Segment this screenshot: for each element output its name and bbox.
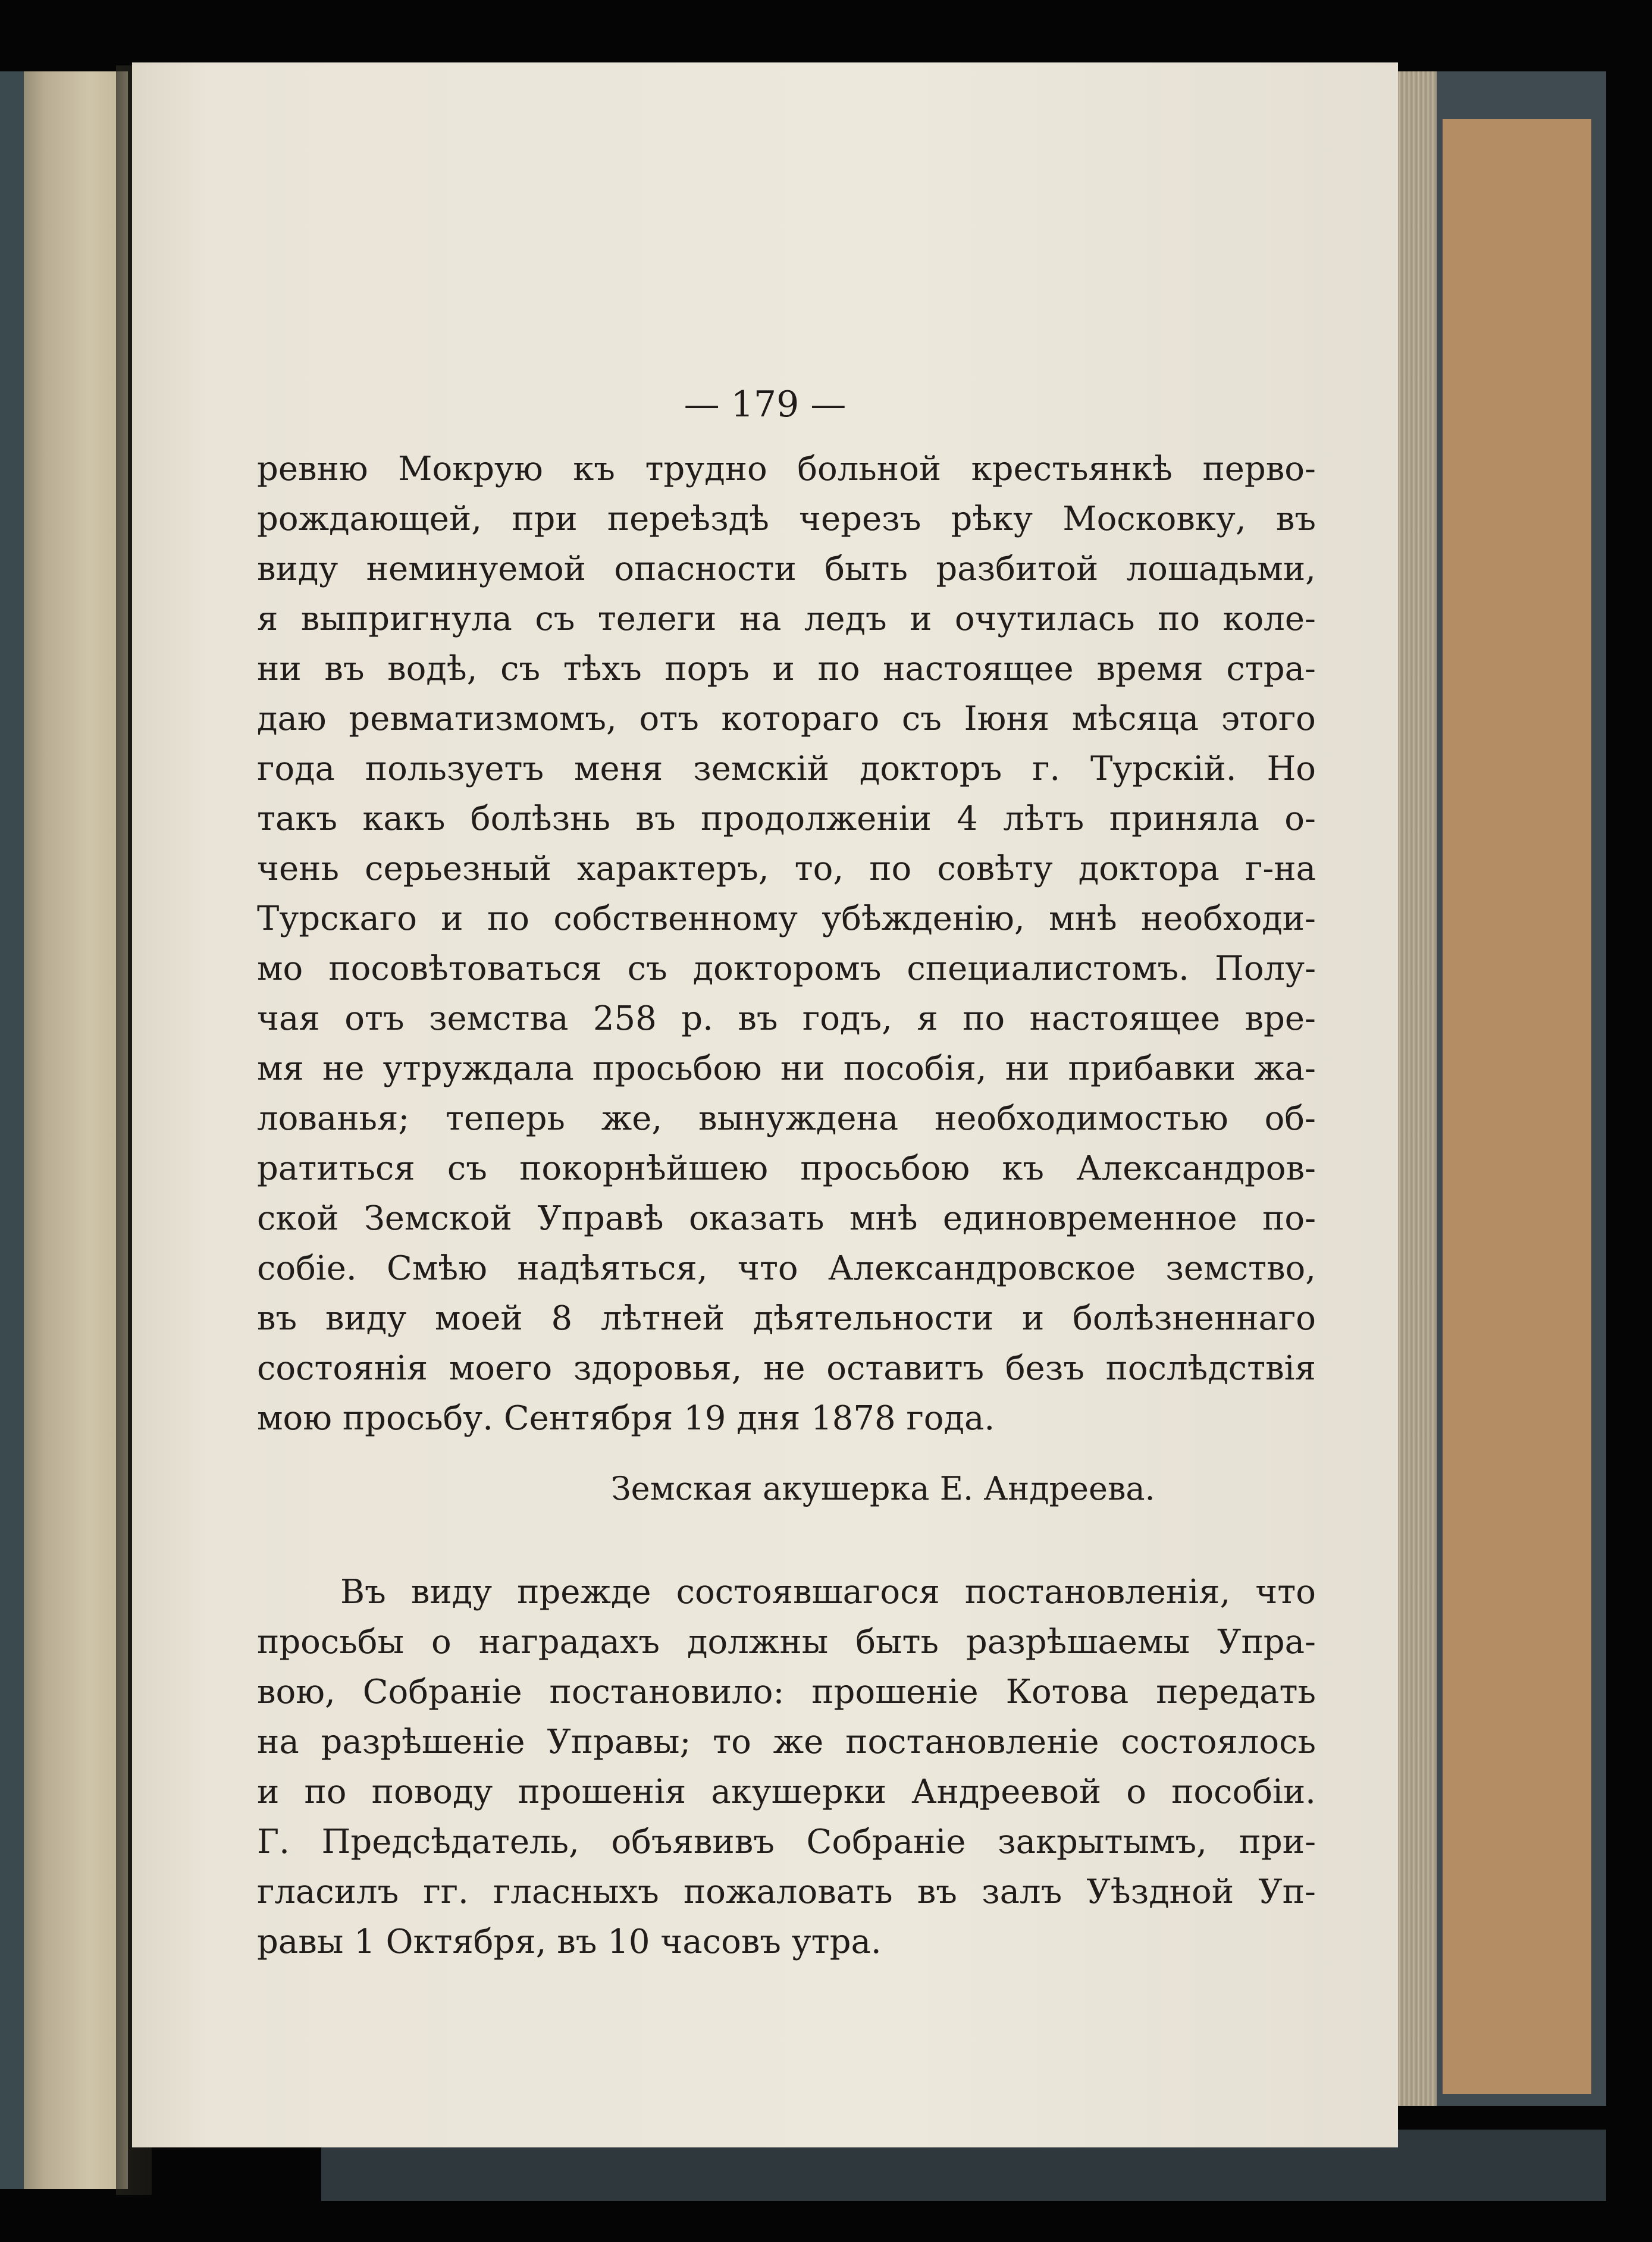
text-line: мою просьбу. Сентября 19 дня 1878 года. — [257, 1399, 995, 1438]
text-line: ревню Мокрую къ трудно больной крестьянкѣ перво- — [257, 450, 1316, 488]
text-line: ратиться съ покорнѣйшею просьбою къ Александров- — [257, 1149, 1316, 1188]
text-line: лованья; теперь же, вынуждена необходимостью об- — [257, 1099, 1316, 1138]
page-number: — 179 — — [684, 384, 847, 425]
text-line: ской Земской Управѣ оказать мнѣ единовременное по- — [257, 1199, 1316, 1238]
paragraph-resolution — [257, 1567, 1316, 1967]
text-line: равы 1 Октября, въ 10 часовъ утра. — [257, 1923, 882, 1961]
text-line: ни въ водѣ, съ тѣхъ поръ и по настоящее время стра- — [257, 650, 1316, 688]
paragraph-gap — [257, 1514, 1316, 1567]
text-line: просьбы о наградахъ должны быть разрѣшаемы Упра- — [257, 1623, 1316, 1661]
text-line: Въ виду прежде состоявшагося постановленія, что — [340, 1573, 1316, 1611]
book-cover-left — [0, 71, 24, 2189]
book-page — [132, 62, 1398, 2147]
page-text — [257, 444, 1316, 1967]
binding-board-paper — [1443, 119, 1591, 2094]
text-line: года пользуетъ меня земскій докторъ г. Турскій. Но — [257, 750, 1316, 788]
text-line: виду неминуемой опасности быть разбитой лошадьми, — [257, 550, 1316, 588]
page-stack-edge — [1395, 71, 1437, 2106]
text-line: чень серьезный характеръ, то, по совѣту доктора г-на — [257, 849, 1316, 888]
text-line: Г. Предсѣдатель, объявивъ Собраніе закрытымъ, при- — [257, 1823, 1316, 1861]
text-line: чая отъ земства 258 р. въ годъ, я по настоящее вре- — [257, 999, 1316, 1038]
text-line: гласилъ гг. гласныхъ пожаловать въ залъ Уѣздной Уп- — [257, 1873, 1316, 1911]
text-line: состоянія моего здоровья, не оставитъ безъ послѣдствія — [257, 1349, 1316, 1388]
paragraph-petition — [257, 444, 1316, 1444]
text-line: и по поводу прошенія акушерки Андреевой о пособіи. — [257, 1773, 1316, 1811]
text-line: Турскаго и по собственному убѣжденію, мнѣ необходи- — [257, 899, 1316, 938]
text-line: я выпригнула съ телеги на ледъ и очутилась по коле- — [257, 600, 1316, 638]
text-line: даю ревматизмомъ, отъ котораго съ Іюня мѣсяца этого — [257, 700, 1316, 738]
text-line: въ виду моей 8 лѣтней дѣятельности и болѣзненнаго — [257, 1299, 1316, 1338]
text-line: рождающей, при переѣздѣ черезъ рѣку Московку, въ — [257, 500, 1316, 538]
text-line: мя не утруждала просьбою ни пособія, ни прибавки жа- — [257, 1049, 1316, 1088]
text-line: на разрѣшеніе Управы; то же постановленіе состоялось — [257, 1723, 1316, 1761]
text-line: собіе. Смѣю надѣяться, что Александровское земство, — [257, 1249, 1316, 1288]
text-line: вою, Собраніе постановило: прошеніе Котова передать — [257, 1673, 1316, 1711]
signature-line: Земская акушерка Е. Андреева. — [611, 1470, 1155, 1507]
text-line: такъ какъ болѣзнь въ продолженіи 4 лѣтъ приняла о- — [257, 799, 1316, 838]
text-line: мо посовѣтоваться съ докторомъ специалистомъ. Полу- — [257, 949, 1316, 988]
